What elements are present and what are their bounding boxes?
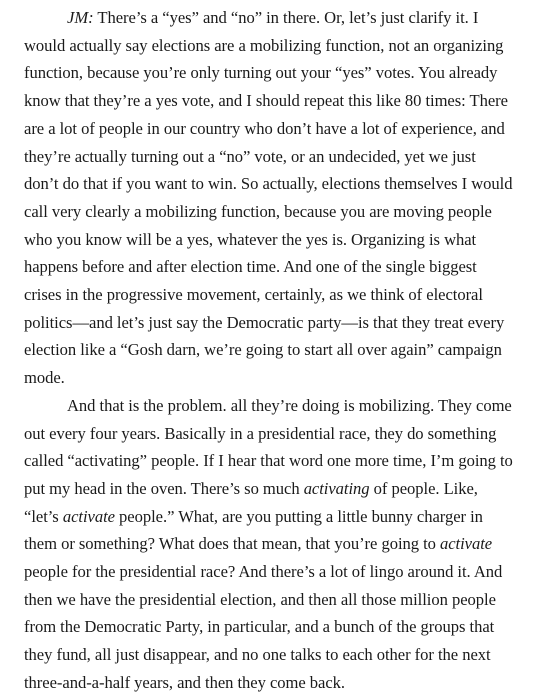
paragraph-text: people.” What, are you putting a little bunny charger in them or something? What does that mean, that you’re going to: [24, 506, 483, 554]
paragraph-text: There’s a “yes” and “no” in there. Or, let’s just clarify it. I would actually say elections are a mobilizing function, not an organizing function, because you’re only turning out your “yes” votes. You already know that they’re a yes vote, and I should repeat this like 80 times: There are a lot of people in our country who don’t have a lot of experience, and they’re actually turning out a “no” vote, or an undecided, yet we just don’t do that if you want to win. So actually, elections themselves I would call very clearly a mobilizing function, because you are moving people who you know will be a yes, whatever the yes is. Organizing is what happens before and after election time. And one of the single biggest crises in the progressive movement, certainly, as we think of electoral politics—and let’s just say the Democratic party—is that they treat every election like a “Gosh darn, we’re going to start all over again” campaign mode.: [24, 8, 513, 388]
paragraph-text: people for the presidential race? And there’s a lot of lingo around it. And then we have the presidential election, and then all those million people from the Democratic Party, in particular, and a bunch of the groups that they fund, all just disappear, and no one talks to each other for the next three-and-a-half years, and then they come back.: [24, 562, 503, 692]
emphasis-text: activate: [62, 506, 115, 526]
paragraph-text: And that is the problem. all they’re doing is mobilizing. They come out every four years. Basically in a presidential race, they do something called “activating” people. If I hear that word one more time, I’m going to put my head in the oven. There’s so much: [24, 395, 513, 498]
paragraph-1: [24, 4, 514, 392]
paragraph-text: of people. Like, “let’s: [24, 478, 478, 526]
emphasis-text: activating: [303, 478, 370, 498]
paragraph-2: [24, 392, 514, 697]
document-page: [24, 4, 514, 697]
speaker-label: JM:: [67, 8, 94, 27]
emphasis-text: activate: [440, 534, 493, 554]
